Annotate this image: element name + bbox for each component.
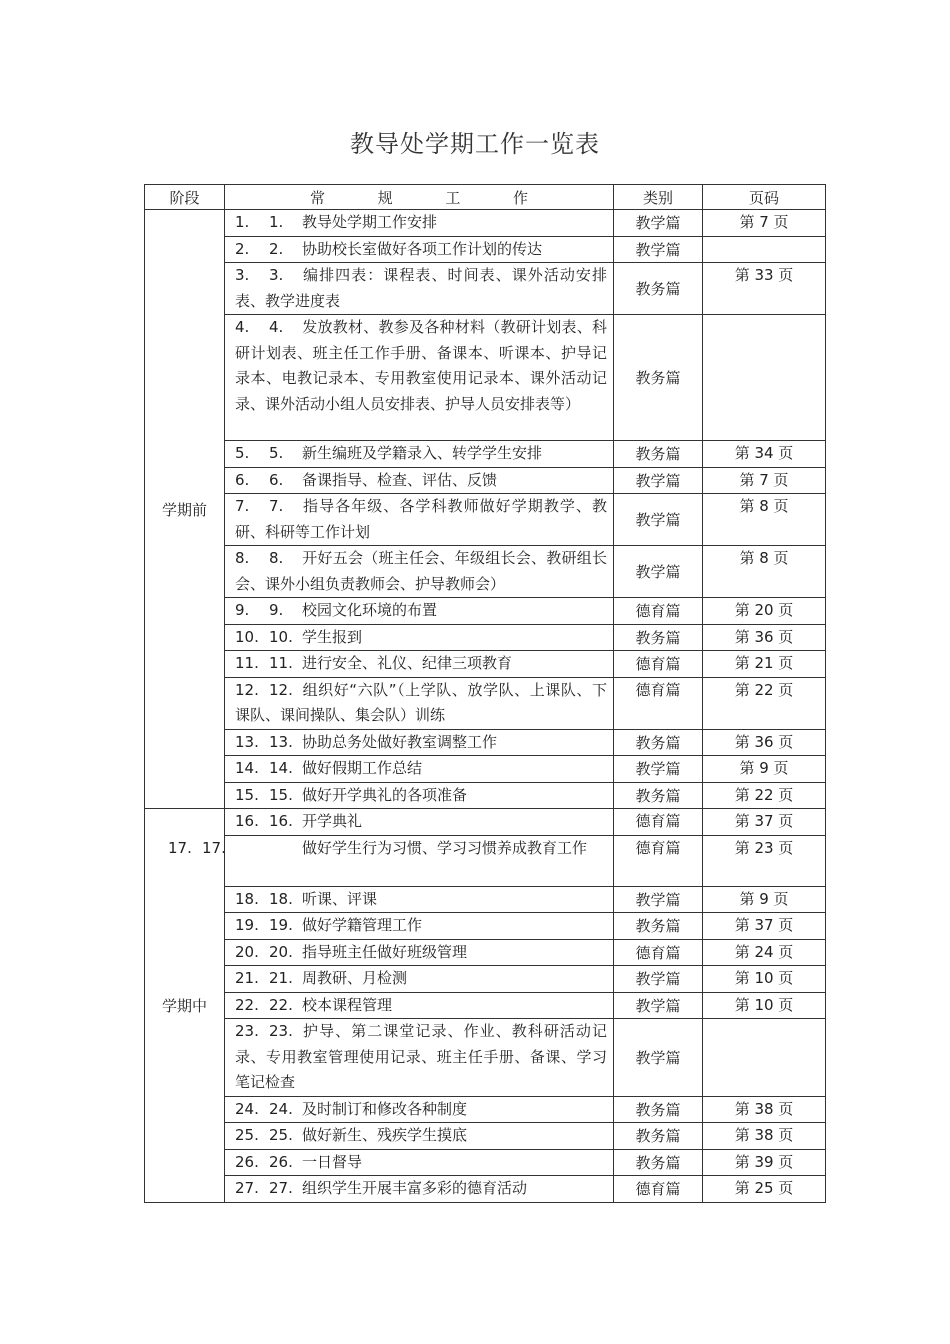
work-item xyxy=(235,913,607,939)
work-item xyxy=(235,315,607,417)
item-subnumber: 3. xyxy=(269,266,284,284)
item-number: 6. xyxy=(235,470,250,489)
header-work: 常规工作 xyxy=(225,185,614,210)
item-number: 4. xyxy=(235,318,250,336)
item-text: 发放教材、教参及各种材料（教研计划表、科研计划表、班主任工作手册、备课本、听课本、护导记录本、电教记录本、专用教室使用记录本、课外活动记录、课外活动小组人员安排表、护导人员安排表等） xyxy=(235,318,607,413)
page-number-cell: 第 7 页 xyxy=(703,467,826,494)
work-item xyxy=(235,966,607,992)
work-item xyxy=(235,494,607,545)
item-number: 23. xyxy=(235,1022,259,1040)
table-row xyxy=(145,263,826,315)
work-item xyxy=(235,993,607,1019)
item-text: 做好学籍管理工作 xyxy=(302,916,423,934)
category-cell: 教学篇 xyxy=(614,756,703,783)
work-item-cell xyxy=(225,886,614,913)
item-subnumber: 25. xyxy=(269,1126,293,1144)
page-number-cell: 第 38 页 xyxy=(703,1096,826,1123)
page-number-cell xyxy=(703,236,826,263)
item-subnumber: 9. xyxy=(269,601,284,619)
item-subnumber: 20. xyxy=(269,942,293,961)
item-number: 19. xyxy=(235,916,259,934)
work-item-cell xyxy=(168,835,614,886)
work-item xyxy=(235,598,607,624)
item-number: 17. xyxy=(168,838,192,857)
category-cell: 德育篇 xyxy=(614,809,703,836)
table-row xyxy=(145,441,826,468)
page-number-cell: 第 37 页 xyxy=(703,809,826,836)
table-row xyxy=(145,992,826,1019)
item-number: 16. xyxy=(235,812,259,830)
item-number: 1. xyxy=(235,213,250,231)
page-number-cell xyxy=(703,315,826,441)
category-cell: 教务篇 xyxy=(614,1096,703,1123)
item-text: 教导处学期工作安排 xyxy=(302,213,438,231)
table-row xyxy=(145,939,826,966)
item-number: 7. xyxy=(235,497,250,515)
item-subnumber: 24. xyxy=(269,1099,293,1118)
work-item xyxy=(235,809,607,835)
category-cell: 教学篇 xyxy=(614,1019,703,1097)
work-item-cell xyxy=(225,210,614,237)
page-number-cell: 第 25 页 xyxy=(703,1176,826,1203)
item-number: 24. xyxy=(235,1099,259,1118)
work-overview-table xyxy=(144,184,826,1203)
item-subnumber: 8. xyxy=(269,549,284,567)
item-text: 开好五会（班主任会、年级组长会、教研组长会、课外小组负责教师会、护导教师会） xyxy=(235,549,607,593)
work-item-cell xyxy=(225,441,614,468)
category-cell: 教学篇 xyxy=(614,886,703,913)
item-subnumber: 27. xyxy=(269,1179,293,1197)
page-number-cell: 第 9 页 xyxy=(703,886,826,913)
header-page: 页码 xyxy=(703,185,826,210)
item-text: 做好假期工作总结 xyxy=(302,759,423,777)
category-cell: 教学篇 xyxy=(614,236,703,263)
category-cell: 教务篇 xyxy=(614,729,703,756)
work-item xyxy=(235,210,607,236)
work-item xyxy=(235,678,607,729)
work-item-cell xyxy=(225,966,614,993)
item-subnumber: 13. xyxy=(269,732,293,751)
page-number-cell: 第 10 页 xyxy=(703,966,826,993)
item-number: 5. xyxy=(235,444,250,462)
work-item xyxy=(235,441,607,467)
work-item-cell xyxy=(225,263,614,315)
page-number-cell: 第 10 页 xyxy=(703,992,826,1019)
work-item-cell xyxy=(225,1096,614,1123)
item-subnumber: 10. xyxy=(269,627,293,646)
page-number-cell: 第 33 页 xyxy=(703,263,826,315)
item-subnumber: 17. xyxy=(202,838,226,857)
work-item xyxy=(235,1019,607,1096)
page-number-cell: 第 22 页 xyxy=(703,677,826,729)
table-row xyxy=(145,835,826,886)
category-cell: 教学篇 xyxy=(614,467,703,494)
category-cell: 德育篇 xyxy=(614,598,703,625)
item-number: 2. xyxy=(235,239,250,258)
work-item xyxy=(235,546,607,597)
item-subnumber: 19. xyxy=(269,916,293,934)
item-text: 组织学生开展丰富多彩的德育活动 xyxy=(302,1179,528,1197)
category-cell: 教学篇 xyxy=(614,494,703,546)
work-item-cell xyxy=(225,756,614,783)
work-item xyxy=(235,730,607,756)
item-number: 14. xyxy=(235,759,259,777)
category-cell: 德育篇 xyxy=(614,835,703,886)
page-title: 教导处学期工作一览表 xyxy=(350,130,600,158)
page-number-cell xyxy=(703,1019,826,1097)
item-number: 18. xyxy=(235,889,259,908)
category-cell: 教务篇 xyxy=(614,1149,703,1176)
work-item-cell xyxy=(225,467,614,494)
page-number-cell: 第 38 页 xyxy=(703,1123,826,1150)
item-text: 及时制订和修改各种制度 xyxy=(302,1099,468,1118)
page-number-cell: 第 36 页 xyxy=(703,729,826,756)
header-stage: 阶段 xyxy=(145,185,225,210)
work-item-cell xyxy=(225,809,614,836)
item-text: 做好开学典礼的各项准备 xyxy=(302,785,468,804)
item-text: 协助总务处做好教室调整工作 xyxy=(302,732,498,751)
table-row xyxy=(145,651,826,678)
table-row xyxy=(145,467,826,494)
work-item xyxy=(235,263,607,314)
item-text: 周教研、月检测 xyxy=(302,969,408,987)
item-subnumber: 6. xyxy=(269,470,284,489)
item-number: 26. xyxy=(235,1152,259,1171)
work-item xyxy=(235,651,607,677)
item-number: 3. xyxy=(235,266,250,284)
page-number-cell: 第 36 页 xyxy=(703,624,826,651)
page-number-cell: 第 9 页 xyxy=(703,756,826,783)
table-row xyxy=(145,913,826,940)
work-item-cell xyxy=(225,651,614,678)
table-row xyxy=(145,1123,826,1150)
item-subnumber: 7. xyxy=(269,497,284,515)
category-cell: 教务篇 xyxy=(614,913,703,940)
item-subnumber: 4. xyxy=(269,318,284,336)
category-cell: 教务篇 xyxy=(614,782,703,809)
work-item-cell xyxy=(225,546,614,598)
work-item-cell xyxy=(225,1019,614,1097)
work-item xyxy=(235,468,607,494)
item-text: 学生报到 xyxy=(302,627,363,646)
page-number-cell: 第 20 页 xyxy=(703,598,826,625)
table-row xyxy=(145,236,826,263)
table-row xyxy=(145,1176,826,1203)
table-row xyxy=(145,756,826,783)
item-text: 进行安全、礼仪、纪律三项教育 xyxy=(302,654,513,672)
work-item-cell xyxy=(225,992,614,1019)
item-subnumber: 14. xyxy=(269,759,293,777)
page-number-cell: 第 21 页 xyxy=(703,651,826,678)
item-text: 做好学生行为习惯、学习习惯养成教育工作 xyxy=(302,838,588,857)
item-number: 20. xyxy=(235,942,259,961)
work-item xyxy=(235,237,607,263)
work-item xyxy=(235,756,607,782)
item-subnumber: 11. xyxy=(269,654,293,672)
work-item xyxy=(168,836,607,862)
item-text: 指导各年级、各学科教师做好学期教学、教研、科研等工作计划 xyxy=(235,497,607,541)
page-number-cell: 第 24 页 xyxy=(703,939,826,966)
category-cell: 教务篇 xyxy=(614,624,703,651)
category-cell: 教学篇 xyxy=(614,992,703,1019)
item-text: 听课、评课 xyxy=(302,889,378,908)
stage-cell: 学期前 xyxy=(145,210,225,809)
stage-cell: 学期中 xyxy=(145,809,225,1203)
item-text: 做好新生、残疾学生摸底 xyxy=(302,1126,468,1144)
item-number: 27. xyxy=(235,1179,259,1197)
item-text: 指导班主任做好班级管理 xyxy=(302,942,468,961)
item-subnumber: 18. xyxy=(269,889,293,908)
table-row xyxy=(145,782,826,809)
work-item-cell xyxy=(225,729,614,756)
work-item xyxy=(235,1097,607,1123)
item-number: 13. xyxy=(235,732,259,751)
table-row xyxy=(145,729,826,756)
item-text: 校本课程管理 xyxy=(302,995,393,1014)
item-text: 备课指导、检查、评估、反馈 xyxy=(302,470,498,489)
page-number-cell: 第 8 页 xyxy=(703,546,826,598)
work-item-cell xyxy=(225,1149,614,1176)
work-item xyxy=(235,887,607,913)
item-subnumber: 23. xyxy=(269,1022,293,1040)
item-number: 8. xyxy=(235,549,250,567)
category-cell: 教务篇 xyxy=(614,1123,703,1150)
item-number: 25. xyxy=(235,1126,259,1144)
work-item-cell xyxy=(225,939,614,966)
table-row xyxy=(145,1019,826,1097)
item-subnumber: 16. xyxy=(269,812,293,830)
category-cell: 德育篇 xyxy=(614,651,703,678)
table-row xyxy=(145,494,826,546)
item-text: 新生编班及学籍录入、转学学生安排 xyxy=(302,444,543,462)
work-item-cell xyxy=(225,598,614,625)
category-cell: 教学篇 xyxy=(614,546,703,598)
table-row xyxy=(145,315,826,441)
table-row xyxy=(145,546,826,598)
item-subnumber: 1. xyxy=(269,213,284,231)
item-subnumber: 21. xyxy=(269,969,293,987)
work-item xyxy=(235,1123,607,1149)
item-number: 12. xyxy=(235,680,259,699)
item-subnumber: 2. xyxy=(269,239,284,258)
table-row xyxy=(145,210,826,237)
category-cell: 德育篇 xyxy=(614,677,703,729)
category-cell: 教学篇 xyxy=(614,210,703,237)
item-subnumber: 12. xyxy=(269,680,293,699)
item-text: 校园文化环境的布置 xyxy=(302,601,438,619)
header-category: 类别 xyxy=(614,185,703,210)
work-item xyxy=(235,1176,607,1202)
item-subnumber: 5. xyxy=(269,444,284,462)
item-number: 21. xyxy=(235,969,259,987)
item-text: 开学典礼 xyxy=(302,812,363,830)
work-item xyxy=(235,625,607,651)
page-number-cell: 第 37 页 xyxy=(703,913,826,940)
item-text: 编排四表：课程表、时间表、课外活动安排表、教学进度表 xyxy=(235,266,607,310)
table-row xyxy=(145,598,826,625)
item-subnumber: 22. xyxy=(269,995,293,1014)
page-number-cell: 第 7 页 xyxy=(703,210,826,237)
category-cell: 教学篇 xyxy=(614,966,703,993)
category-cell: 德育篇 xyxy=(614,939,703,966)
work-item xyxy=(235,783,607,809)
table-row xyxy=(145,886,826,913)
page-number-cell: 第 22 页 xyxy=(703,782,826,809)
item-number: 22. xyxy=(235,995,259,1014)
item-number: 11. xyxy=(235,654,259,672)
work-item-cell xyxy=(225,624,614,651)
work-item-cell xyxy=(225,1176,614,1203)
page-number-cell: 第 23 页 xyxy=(703,835,826,886)
work-item-cell xyxy=(225,1123,614,1150)
work-item-cell xyxy=(225,913,614,940)
category-cell: 教务篇 xyxy=(614,315,703,441)
table-row xyxy=(145,1149,826,1176)
table-body xyxy=(145,210,826,1203)
item-text: 协助校长室做好各项工作计划的传达 xyxy=(302,239,543,258)
work-item-cell xyxy=(225,315,614,441)
work-item-cell xyxy=(225,677,614,729)
table-header-row xyxy=(145,185,826,210)
table-row xyxy=(145,809,826,836)
table-row xyxy=(145,966,826,993)
category-cell: 教务篇 xyxy=(614,263,703,315)
page-number-cell: 第 39 页 xyxy=(703,1149,826,1176)
page-number-cell: 第 8 页 xyxy=(703,494,826,546)
item-text: 护导、第二课堂记录、作业、教科研活动记录、专用教室管理使用记录、班主任手册、备课、学习笔记检查 xyxy=(235,1022,607,1091)
item-number: 9. xyxy=(235,601,250,619)
item-subnumber: 15. xyxy=(269,785,293,804)
page-number-cell: 第 34 页 xyxy=(703,441,826,468)
item-text: 组织好“六队”（上学队、放学队、上课队、下课队、课间操队、集会队）训练 xyxy=(235,680,607,724)
work-item xyxy=(235,1150,607,1176)
category-cell: 教务篇 xyxy=(614,441,703,468)
work-item xyxy=(235,940,607,966)
category-cell: 德育篇 xyxy=(614,1176,703,1203)
work-item-cell xyxy=(225,494,614,546)
item-number: 15. xyxy=(235,785,259,804)
item-text: 一日督导 xyxy=(302,1152,363,1171)
work-item-cell xyxy=(225,782,614,809)
work-item-cell xyxy=(225,236,614,263)
item-subnumber: 26. xyxy=(269,1152,293,1171)
table-row xyxy=(145,624,826,651)
table-row xyxy=(145,677,826,729)
table-row xyxy=(145,1096,826,1123)
item-number: 10. xyxy=(235,627,259,646)
